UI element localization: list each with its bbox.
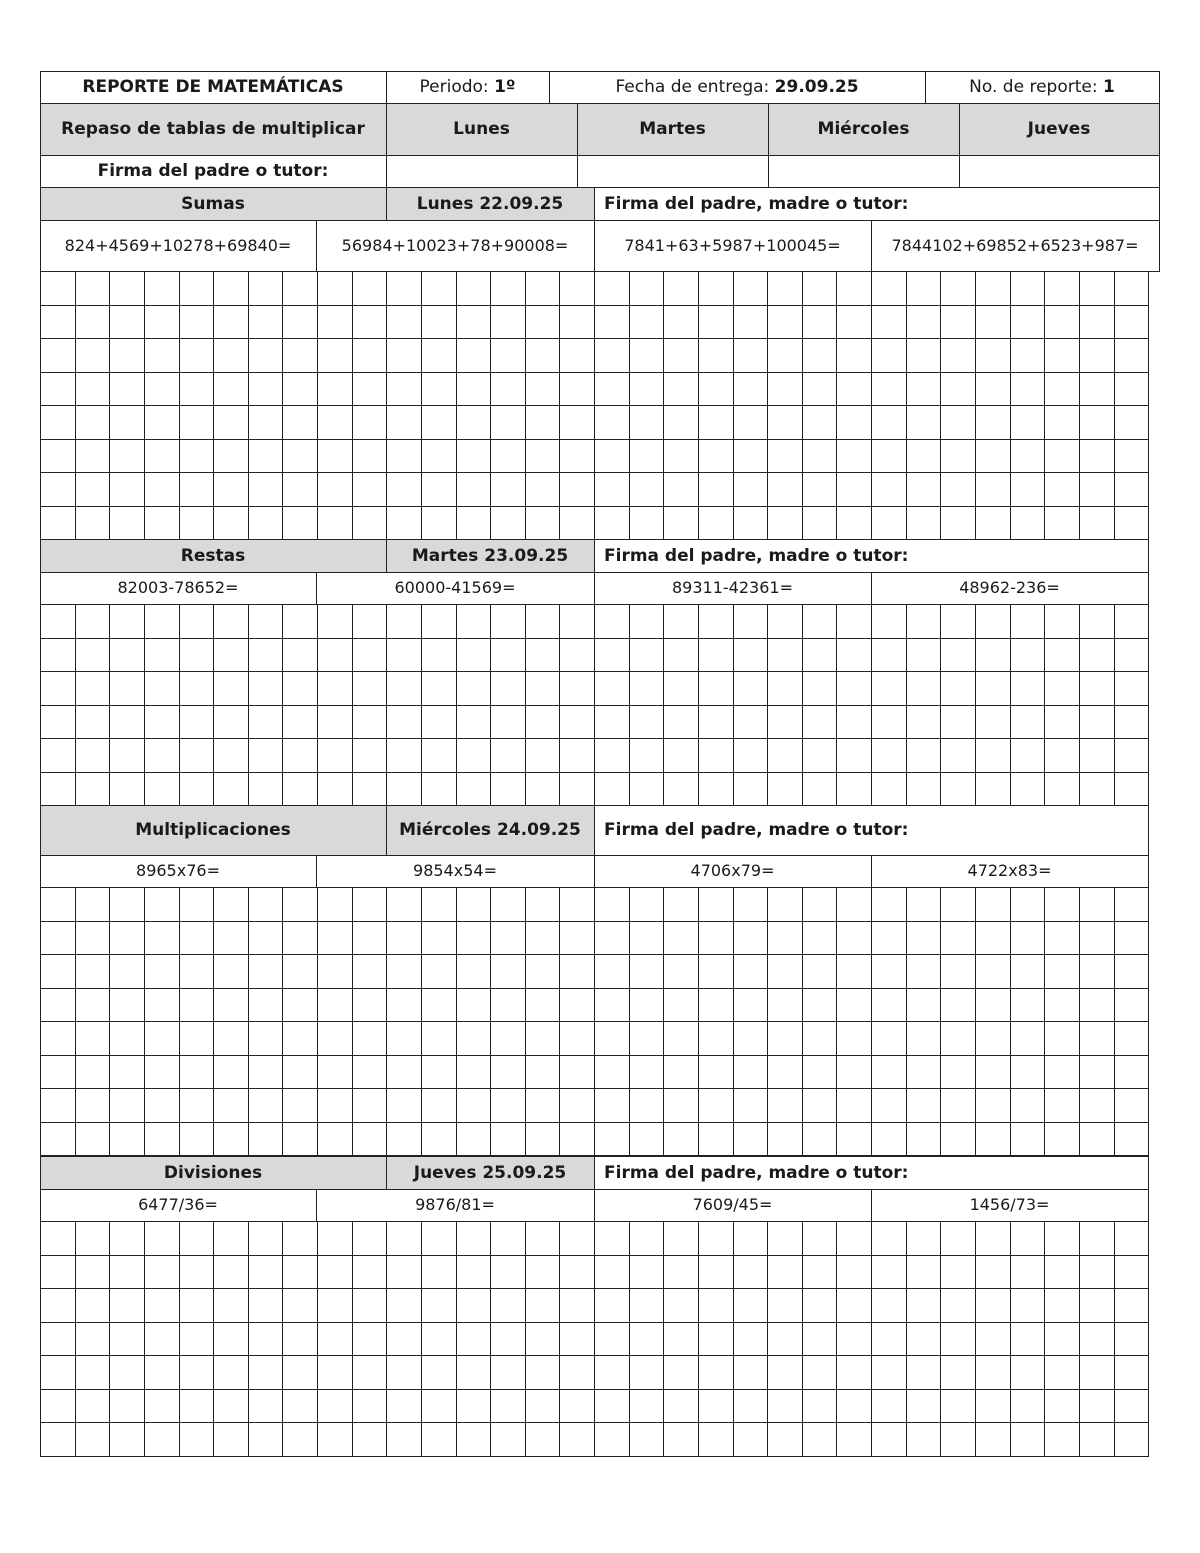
rule-v [663,1221,664,1457]
rule-v [144,887,145,1157]
rule-v [282,887,283,1157]
rule-v [248,1221,249,1457]
section-day-restas: Martes 23.09.25 [386,539,594,572]
rule-v [386,805,387,856]
section-signature-sumas[interactable]: Firma del padre, madre o tutor: [604,193,909,214]
problem-restas-1: 82003-78652= [117,578,239,597]
rule-v [386,539,387,573]
rule-v [352,271,353,540]
rule-v [663,887,664,1157]
rule-v [767,1221,768,1457]
review-day-martes: Martes [577,103,768,155]
rule-v [768,103,769,188]
rule-v [559,1221,560,1457]
section-title-restas: Restas [40,539,386,572]
rule-v [1114,604,1115,806]
rule-v [525,271,526,540]
rule-v [386,887,387,1157]
rule-v [352,1221,353,1457]
rule-v [959,103,960,188]
review-day-jueves: Jueves [959,103,1159,155]
rule-v [802,271,803,540]
rule-v [1114,1221,1115,1457]
rule-v [144,604,145,806]
reporte-label: No. de reporte: [969,77,1098,97]
report-title: REPORTE DE MATEMÁTICAS [82,77,344,97]
rule-v [352,604,353,806]
rule-v [1044,1221,1045,1457]
rule-v [490,887,491,1157]
rule-v [525,604,526,806]
rule-v [248,604,249,806]
problem-divisiones-1: 6477/36= [138,1195,218,1214]
rule-v [594,805,595,888]
rule-v [144,1221,145,1457]
rule-h [40,187,1160,188]
rule-v [456,271,457,540]
section-title-sumas: Sumas [40,187,386,220]
rule-v [1148,1156,1149,1222]
rule-v [871,604,872,806]
rule-v [663,271,664,540]
rule-v [179,604,180,806]
rule-v [456,1221,457,1457]
rule-v [40,187,41,272]
section-day-divisiones: Jueves 25.09.25 [386,1156,594,1189]
rule-v [594,271,595,540]
rule-v [1159,187,1160,272]
rule-v [282,604,283,806]
rule-v [316,572,317,605]
rule-v [802,604,803,806]
rule-v [40,1156,41,1222]
rule-v [594,1156,595,1222]
section-day-sumas: Lunes 22.09.25 [386,187,594,220]
problem-multiplicaciones-3: 4706x79= [690,861,775,880]
rule-v [629,1221,630,1457]
rule-v [906,271,907,540]
rule-v [421,604,422,806]
rule-v [629,271,630,540]
problem-divisiones-2: 9876/81= [415,1195,495,1214]
rule-v [733,271,734,540]
rule-v [1010,887,1011,1157]
rule-v [1010,604,1011,806]
rule-v [386,1221,387,1457]
rule-v [1114,887,1115,1157]
section-signature-divisiones[interactable]: Firma del padre, madre o tutor: [604,1162,909,1183]
rule-v [40,539,41,605]
rule-v [40,604,41,806]
rule-v [1148,805,1149,888]
rule-v [213,271,214,540]
rule-v [490,1221,491,1457]
rule-v [386,271,387,540]
problem-divisiones-3: 7609/45= [692,1195,773,1214]
rule-v [213,887,214,1157]
rule-v [179,271,180,540]
rule-v [871,1189,872,1222]
rule-v [906,604,907,806]
rule-v [456,887,457,1157]
rule-v [109,604,110,806]
reporte-value: 1 [1102,77,1115,97]
rule-v [386,187,387,221]
section-title-divisiones: Divisiones [40,1156,386,1189]
fecha-field [549,71,925,103]
rule-h [40,220,1160,221]
section-day-multiplicaciones: Miércoles 24.09.25 [386,805,594,855]
rule-v [1148,887,1149,1157]
rule-v [629,604,630,806]
rule-v [109,271,110,540]
problem-restas-3: 89311-42361= [672,578,793,597]
section-signature-multiplicaciones[interactable]: Firma del padre, madre o tutor: [604,820,909,840]
rule-v [40,805,41,888]
rule-v [386,604,387,806]
rule-v [1010,271,1011,540]
fecha-value: 29.09.25 [774,77,859,97]
rule-v [663,604,664,806]
rule-v [559,271,560,540]
rule-v [1044,271,1045,540]
problem-sumas-2: 56984+10023+78+90008= [341,235,569,255]
fecha-label: Fecha de entrega: [615,77,770,97]
rule-v [144,271,145,540]
rule-v [316,220,317,272]
rule-v [1079,1221,1080,1457]
rule-v [698,604,699,806]
rule-v [802,887,803,1157]
problem-multiplicaciones-1: 8965x76= [136,861,220,880]
rule-v [213,1221,214,1457]
rule-v [733,887,734,1157]
rule-v [75,887,76,1157]
rule-v [698,887,699,1157]
reporte-field [925,71,1159,103]
review-label: Repaso de tablas de multiplicar [40,103,386,155]
rule-v [871,271,872,540]
problem-multiplicaciones-2: 9854x54= [413,861,497,880]
section-title-multiplicaciones: Multiplicaciones [40,805,386,855]
rule-v [1148,604,1149,806]
rule-v [975,1221,976,1457]
rule-v [109,1221,110,1457]
problem-restas-4: 48962-236= [959,578,1060,597]
rule-v [698,271,699,540]
rule-v [317,1221,318,1457]
section-signature-restas[interactable]: Firma del padre, madre o tutor: [604,545,909,566]
review-day-lunes: Lunes [386,103,577,155]
rule-v [577,103,578,188]
rule-v [421,1221,422,1457]
rule-v [386,71,387,188]
rule-v [525,887,526,1157]
rule-v [525,1221,526,1457]
rule-v [871,887,872,1157]
rule-v [940,271,941,540]
rule-v [767,887,768,1157]
rule-v [559,604,560,806]
rule-v [248,887,249,1157]
rule-v [179,887,180,1157]
rule-v [975,271,976,540]
problem-restas-2: 60000-41569= [394,578,516,597]
rule-v [40,71,41,188]
rule-v [1079,887,1080,1157]
rule-v [490,604,491,806]
rule-v [179,1221,180,1457]
rule-v [802,1221,803,1457]
rule-v [40,271,41,540]
rule-v [1010,1221,1011,1457]
rule-v [40,1221,41,1457]
signature-box-martes[interactable] [577,155,768,187]
rule-v [317,271,318,540]
rule-v [1079,604,1080,806]
periodo-field [386,71,549,103]
rule-v [421,271,422,540]
rule-v [559,887,560,1157]
rule-h [40,71,1160,72]
rule-v [940,604,941,806]
rule-v [386,1156,387,1190]
rule-v [1044,887,1045,1157]
rule-h [40,103,1160,104]
rule-v [594,604,595,806]
rule-v [352,887,353,1157]
rule-v [733,1221,734,1457]
rule-h [40,155,1160,156]
rule-v [906,887,907,1157]
rule-v [316,855,317,888]
signature-box-lunes[interactable] [386,155,577,187]
rule-v [767,604,768,806]
problem-divisiones-4: 1456/73= [969,1195,1050,1214]
rule-v [594,1221,595,1457]
rule-v [549,71,550,104]
rule-v [836,271,837,540]
rule-v [871,572,872,605]
rule-v [213,604,214,806]
rule-v [317,887,318,1157]
rule-v [1148,1221,1149,1457]
rule-v [940,887,941,1157]
rule-v [75,1221,76,1457]
rule-v [940,1221,941,1457]
rule-v [456,604,457,806]
problem-sumas-4: 7844102+69852+6523+987= [891,235,1139,255]
review-day-miercoles: Miércoles [768,103,959,155]
rule-v [594,887,595,1157]
rule-v [594,539,595,605]
rule-v [629,887,630,1157]
rule-v [871,855,872,888]
rule-v [594,187,595,272]
rule-v [282,271,283,540]
review-signature-label: Firma del padre o tutor: [97,161,329,181]
periodo-value: 1º [494,77,516,97]
rule-v [698,1221,699,1457]
rule-v [40,887,41,1157]
problem-multiplicaciones-4: 4722x83= [967,861,1052,880]
rule-v [1148,539,1149,605]
rule-v [925,71,926,104]
rule-v [975,887,976,1157]
rule-v [836,887,837,1157]
rule-v [421,887,422,1157]
rule-v [906,1221,907,1457]
rule-v [975,604,976,806]
rule-v [1044,604,1045,806]
signature-box-miercoles[interactable] [768,155,959,187]
rule-v [75,271,76,540]
rule-v [767,271,768,540]
periodo-label: Periodo: [419,77,489,97]
rule-v [1148,271,1149,540]
rule-v [733,604,734,806]
rule-v [75,604,76,806]
problem-sumas-1: 824+4569+10278+69840= [64,235,292,255]
rule-v [836,1221,837,1457]
rule-v [871,1221,872,1457]
rule-v [248,271,249,540]
rule-v [836,604,837,806]
rule-v [282,1221,283,1457]
rule-v [109,887,110,1157]
rule-v [316,1189,317,1222]
problem-sumas-3: 7841+63+5987+100045= [624,235,841,255]
rule-v [490,271,491,540]
rule-v [317,604,318,806]
rule-v [871,220,872,272]
signature-box-jueves[interactable] [959,155,1159,187]
rule-v [1114,271,1115,540]
rule-v [1079,271,1080,540]
